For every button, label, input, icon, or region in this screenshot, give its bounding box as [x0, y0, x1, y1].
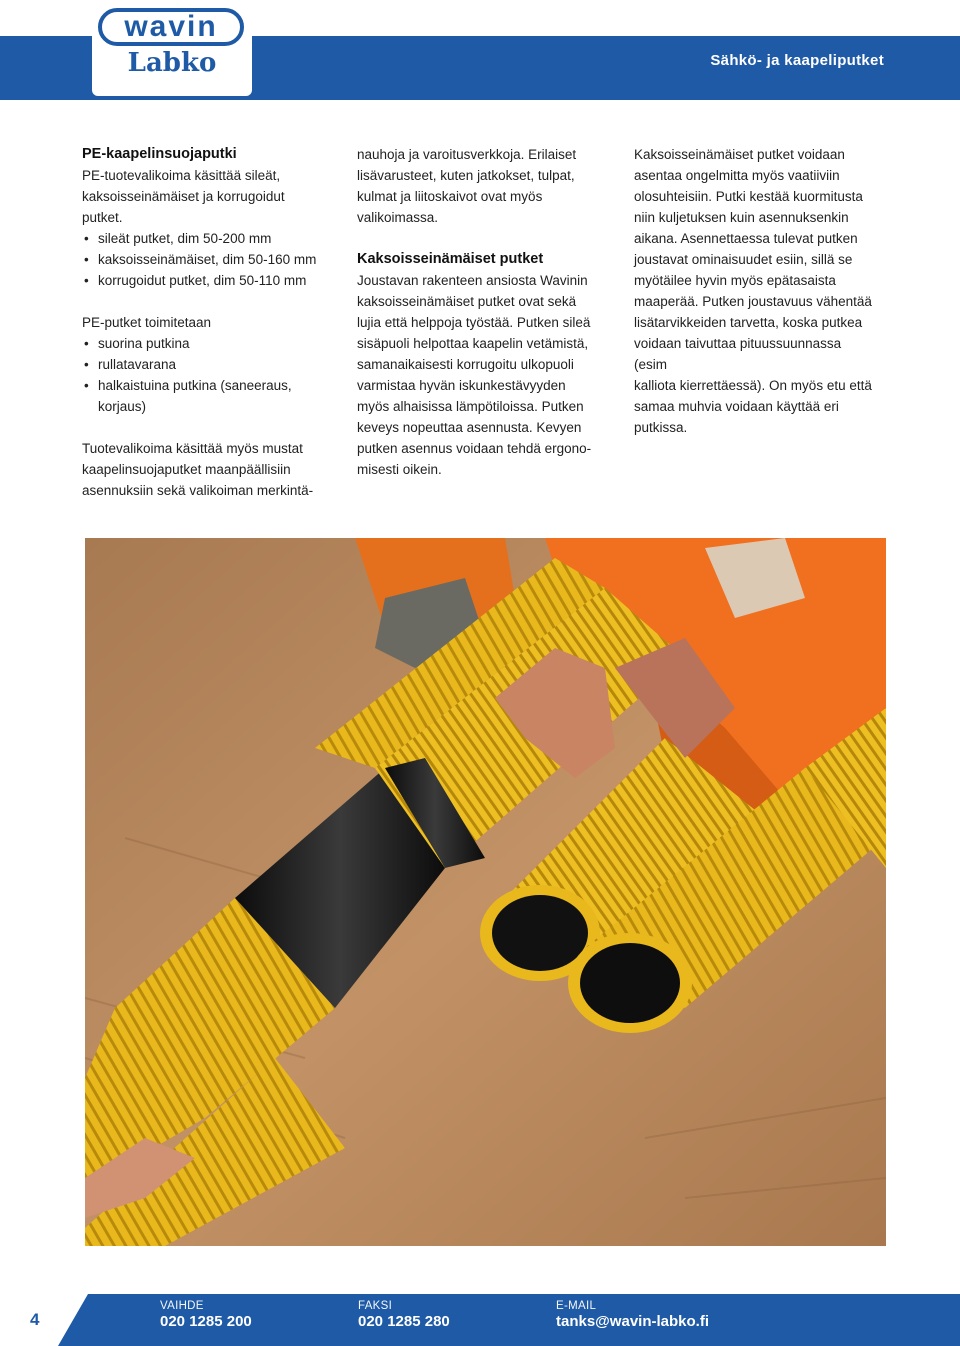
text-column-2	[357, 144, 597, 480]
paragraph-line: Tuotevalikoima käsittää myös mustat	[82, 441, 303, 456]
paragraph-line: kaapelinsuojaputket maanpäällisiin	[82, 462, 291, 477]
product-list	[82, 228, 322, 291]
wavin-labko-logo	[92, 4, 252, 96]
paragraph-line: valikoimassa.	[357, 210, 439, 225]
paragraph-line: varmistaa hyvän iskunkestävyyden	[357, 378, 566, 393]
phone-value[interactable]: 020 1285 200	[160, 1313, 252, 1330]
list-item: • kaksoisseinämäiset, dim 50-160 mm	[82, 249, 322, 270]
page-number: 4	[30, 1310, 40, 1329]
paragraph-line: lisätarvikkeiden tarvetta, koska putkea	[634, 315, 863, 330]
text-column-3	[634, 144, 874, 438]
paragraph-line: niin kuljetuksen kuin asennuksenkin	[634, 210, 849, 225]
intro-line: PE-tuotevalikoima käsittää sileät,	[82, 168, 281, 183]
paragraph-line: Joustavan rakenteen ansiosta Wavinin	[357, 273, 588, 288]
email-link[interactable]: tanks@wavin-labko.fi	[556, 1313, 709, 1330]
paragraph-line: myös alhaisissa lämpötiloissa. Putken	[357, 399, 584, 414]
paragraph-line: joustavat ominaisuudet esiin, sillä se	[634, 252, 853, 267]
logo-wavin-text: wavin	[98, 8, 244, 46]
paragraph-line: sisäpuoli helpottaa kaapelin vetämistä,	[357, 336, 589, 351]
paragraph-line: myötäilee hyvin myös epätasaista	[634, 273, 836, 288]
text-column-1	[82, 144, 322, 501]
paragraph-line: keveys nopeuttaa asennusta. Kevyen	[357, 420, 582, 435]
footer-fax	[358, 1300, 450, 1330]
heading-pe-cable-duct: PE-kaapelinsuojaputki	[82, 146, 237, 162]
list-item: • korrugoidut putket, dim 50-110 mm	[82, 270, 322, 291]
list-item: • sileät putket, dim 50-200 mm	[82, 228, 322, 249]
list-item: • rullatavarana	[82, 354, 322, 375]
pipe-installation-photo	[85, 538, 886, 1246]
paragraph-line: asennuksiin sekä valikoiman merkintä-	[82, 483, 314, 498]
section-title: Sähkö- ja kaapeliputket	[710, 52, 884, 69]
delivery-list	[82, 333, 322, 396]
intro-line: kaksoisseinämäiset ja korrugoidut	[82, 189, 285, 204]
list-item-continuation: korjaus)	[98, 399, 147, 414]
paragraph-line: putken asennus voidaan tehdä ergono-	[357, 441, 592, 456]
paragraph-line: olosuhteisiin. Putki kestää kuormitusta	[634, 189, 863, 204]
paragraph-line: lisävarusteet, kuten jatkokset, tulpat,	[357, 168, 575, 183]
paragraph-line: Kaksoisseinämäiset putket voidaan	[634, 147, 845, 162]
paragraph-line: kalliota kierrettäessä). On myös etu että	[634, 378, 872, 393]
paragraph-line: kulmat ja liitoskaivot ovat myös	[357, 189, 543, 204]
delivery-heading: PE-putket toimitetaan	[82, 315, 212, 330]
list-item: • halkaistuina putkina (saneeraus,	[82, 375, 322, 396]
paragraph-line: putkissa.	[634, 420, 688, 435]
paragraph-line: maaperää. Putken joustavuus vähentää	[634, 294, 872, 309]
email-label: E-MAIL	[556, 1300, 597, 1312]
paragraph-line: nauhoja ja varoitusverkkoja. Erilaiset	[357, 147, 577, 162]
paragraph-line: aikana. Asennettaessa tulevat putken	[634, 231, 858, 246]
paragraph-line: samanaikaisesti korrugoitu ulkopuoli	[357, 357, 574, 372]
footer-email	[556, 1300, 709, 1330]
paragraph-line: lujia että helppoja työstää. Putken sileä	[357, 315, 591, 330]
list-item: • suorina putkina	[82, 333, 322, 354]
heading-double-wall-pipes: Kaksoisseinämäiset putket	[357, 251, 544, 267]
phone-label: VAIHDE	[160, 1300, 204, 1312]
paragraph-line: kaksoisseinämäiset putket ovat sekä	[357, 294, 577, 309]
footer-phone	[160, 1300, 252, 1330]
paragraph-line: misesti oikein.	[357, 462, 442, 477]
paragraph-line: asentaa ongelmitta myös vaatiiviin	[634, 168, 840, 183]
paragraph-line: samaa muhvia voidaan käyttää eri	[634, 399, 839, 414]
intro-line: putket.	[82, 210, 123, 225]
logo-labko-text: Labko	[127, 48, 217, 78]
fax-value: 020 1285 280	[358, 1313, 450, 1330]
fax-label: FAKSI	[358, 1300, 393, 1312]
paragraph-line: voidaan taivuttaa pituussuunnassa (esim	[634, 336, 842, 372]
